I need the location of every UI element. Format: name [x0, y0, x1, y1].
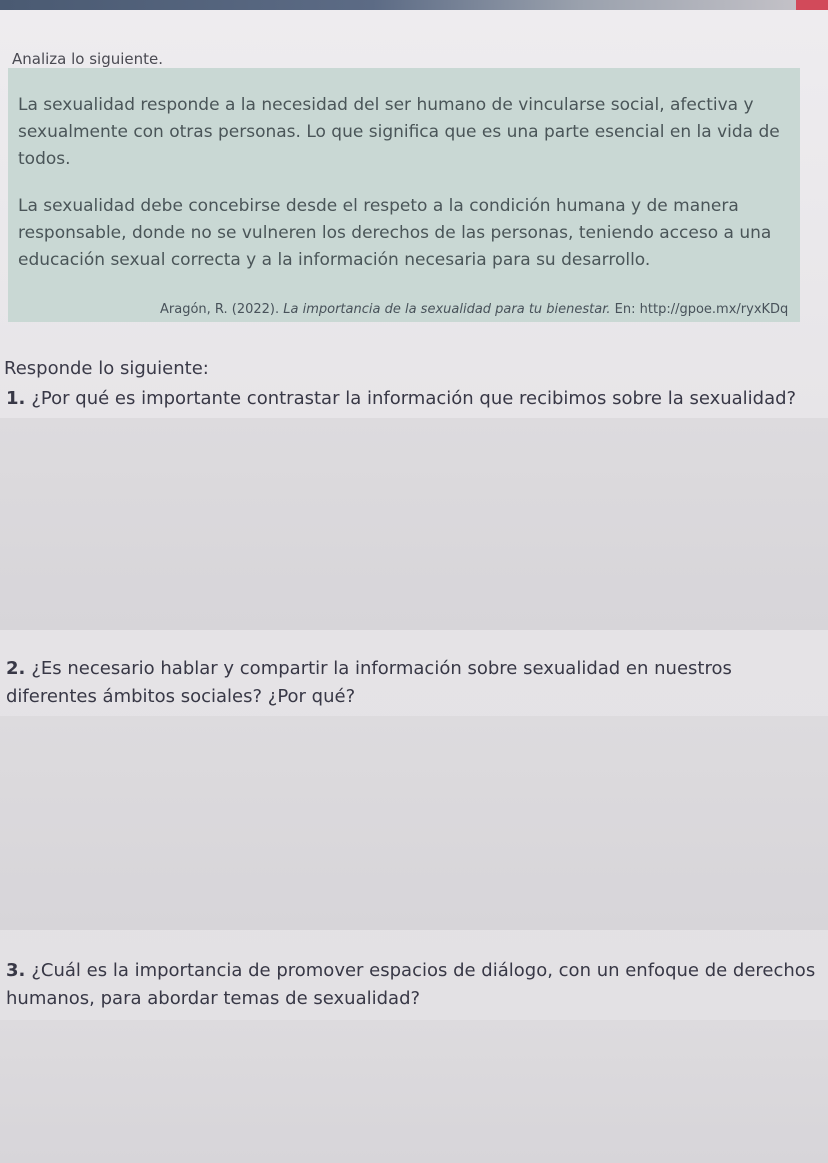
reading-box [8, 68, 800, 322]
question-3-number: 3. [6, 960, 26, 981]
citation-author: Aragón, R. (2022). [160, 302, 280, 317]
question-3-text: ¿Cuál es la importancia de promover espacios de diálogo, con un enfoque de derechos humanos, para abordar temas de sexualidad? [6, 960, 816, 1009]
answer-area-3[interactable] [0, 1020, 828, 1163]
instruction-text: Analiza lo siguiente. [12, 50, 164, 68]
question-3 [6, 957, 816, 1013]
responde-heading: Responde lo siguiente: [4, 358, 209, 379]
question-1-text: ¿Por qué es importante contrastar la información que recibimos sobre la sexualidad? [31, 388, 797, 409]
reading-paragraph-1: La sexualidad responde a la necesidad del ser humano de vincularse social, afectiva y sexualmente con otras personas. Lo que significa que es una parte esencial en la vida de todos. [18, 95, 780, 169]
answer-area-1[interactable] [0, 418, 828, 630]
question-2-text: ¿Es necesario hablar y compartir la información sobre sexualidad en nuestros diferentes ámbitos sociales? ¿Por qué? [6, 658, 732, 707]
citation-title: La importancia de la sexualidad para tu bienestar. [283, 302, 611, 317]
reading-paragraph-2: La sexualidad debe concebirse desde el respeto a la condición humana y de manera responsable, donde no se vulneren los derechos de las personas, teniendo acceso a una educación sexual correcta y a la información necesaria para su desarrollo. [18, 196, 772, 270]
page-top-edge [0, 0, 828, 10]
citation-source: En: http://gpoe.mx/ryxKDq [614, 302, 789, 317]
answer-area-2[interactable] [0, 716, 828, 930]
question-1-number: 1. [6, 388, 26, 409]
citation [160, 302, 788, 317]
question-2 [6, 655, 816, 711]
question-2-number: 2. [6, 658, 26, 679]
question-1 [6, 385, 816, 413]
